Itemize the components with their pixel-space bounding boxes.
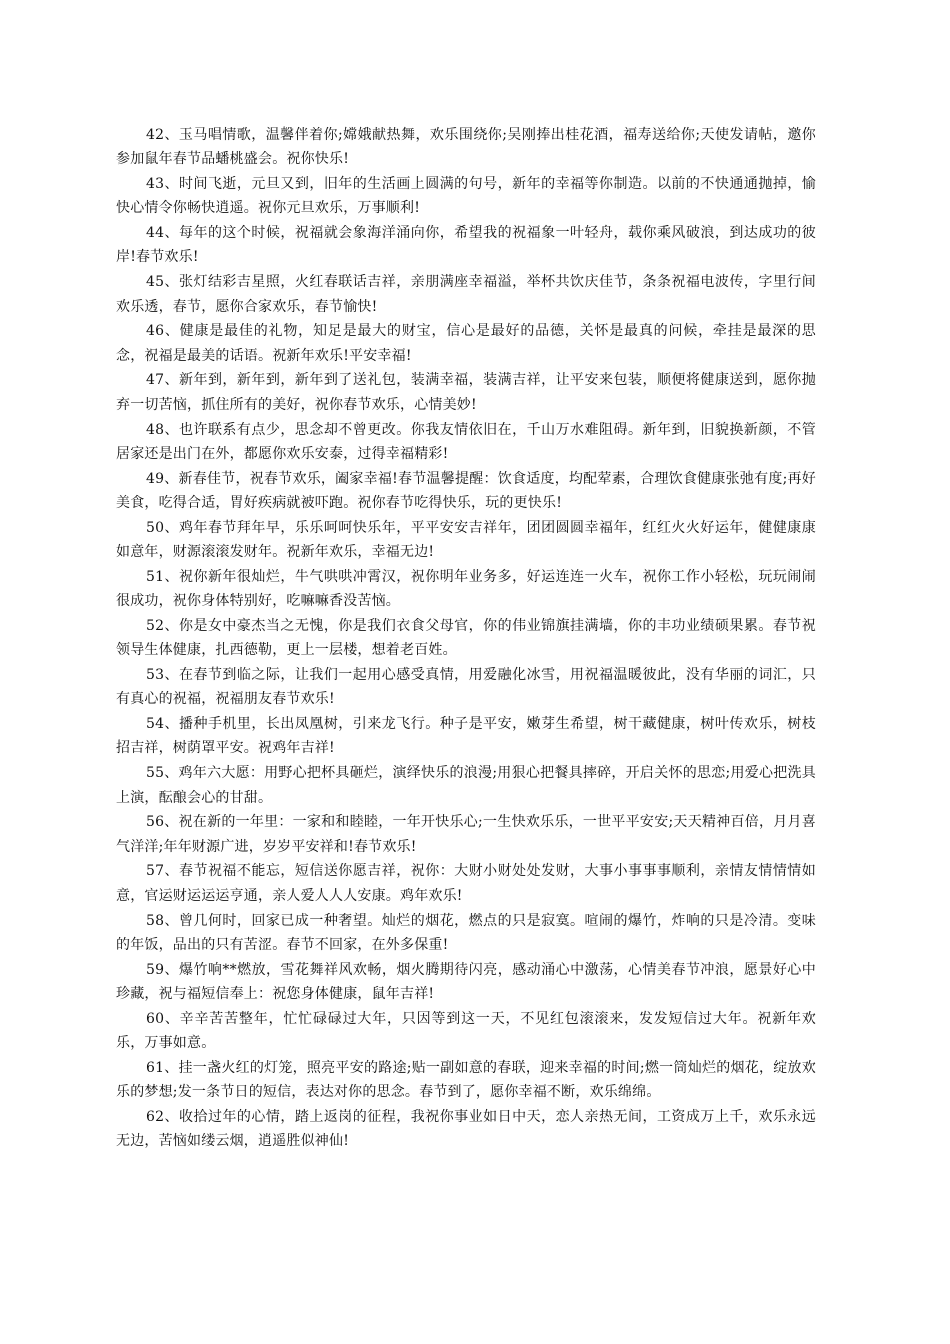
paragraph-60: 60、辛辛苦苦整年，忙忙碌碌过大年，只因等到这一天，不见红包滚滚来，发发短信过大年。祝新年欢乐，万事如意。 [116,1010,816,1051]
paragraph-50: 50、鸡年春节拜年早，乐乐呵呵快乐年，平平安安吉祥年，团团圆圆幸福年，红红火火好运年，健健康康如意年，财源滚滚发财年。祝新年欢乐，幸福无边! [116,519,816,561]
paragraph-53: 53、在春节到临之际，让我们一起用心感受真情，用爱融化冰雪，用祝福温暖彼此，没有华丽的词汇，只有真心的祝福，祝福朋友春节欢乐! [116,667,816,708]
paragraph-42: 42、玉马唱情歌，温馨伴着你;嫦娥献热舞，欢乐围绕你;吴刚捧出桂花酒，福寿送给你;天使发请帖，邀你参加鼠年春节品蟠桃盛会。祝你快乐! [116,127,816,168]
paragraph-49: 49、新春佳节，祝春节欢乐，阖家幸福!春节温馨提醒：饮食适度，均配荤素，合理饮食健康张弛有度;再好美食，吃得合适，胃好疾病就被吓跑。祝你春节吃得快乐，玩的更快乐! [116,470,816,511]
paragraph-44: 44、每年的这个时候，祝福就会象海洋涌向你，希望我的祝福象一叶轻舟，载你乘风破浪，到达成功的彼岸!春节欢乐! [116,225,816,266]
paragraph-46: 46、健康是最佳的礼物，知足是最大的财宝，信心是最好的品德，关怀是最真的问候，牵挂是最深的思念，祝福是最美的话语。祝新年欢乐!平安幸福! [116,323,816,364]
paragraph-45: 45、张灯结彩吉星照，火红春联话吉祥，亲朋满座幸福溢，举杯共饮庆佳节，条条祝福电波传，字里行间欢乐透，春节，愿你合家欢乐，春节愉快! [116,274,816,315]
paragraph-43: 43、时间飞逝，元旦又到，旧年的生活画上圆满的句号，新年的幸福等你制造。以前的不快通通抛掉，愉快心情令你畅快逍遥。祝你元旦欢乐，万事顺利! [116,176,816,217]
paragraph-55: 55、鸡年六大愿：用野心把杯具砸烂，演绎快乐的浪漫;用狠心把餐具摔碎，开启关怀的思恋;用爱心把洗具上演，酝酿会心的甘甜。 [116,765,816,806]
paragraph-62: 62、收拾过年的心情，踏上返岗的征程，我祝你事业如日中天，恋人亲热无间，工资成万上千，欢乐永远无边，苦恼如缕云烟，逍遥胜似神仙! [116,1108,816,1150]
paragraph-61: 61、挂一盏火红的灯笼，照亮平安的路途;贴一副如意的春联，迎来幸福的时间;燃一筒灿烂的烟花，绽放欢乐的梦想;发一条节日的短信，表达对你的思念。春节到了，愿你幸福不断，欢乐绵绵。 [116,1059,816,1101]
paragraph-59: 59、爆竹响**燃放，雪花舞祥风欢畅，烟火腾期待闪亮，感动涌心中激荡，心情美春节冲浪，愿景好心中珍藏，祝与福短信奉上：祝您身体健康，鼠年吉祥! [116,961,816,1002]
document-page [116,123,816,1154]
paragraph-51: 51、祝你新年很灿烂，牛气哄哄冲霄汉，祝你明年业务多，好运连连一火车，祝你工作小轻松，玩玩闹闹很成功，祝你身体特别好，吃嘛嘛香没苦恼。 [116,568,816,610]
paragraph-52: 52、你是女中豪杰当之无愧，你是我们衣食父母官，你的伟业锦旗挂满墙，你的丰功业绩硕果累。春节祝领导生体健康，扎西德勒，更上一层楼，想着老百姓。 [116,617,816,659]
paragraph-48: 48、也许联系有点少，思念却不曾更改。你我友情依旧在，千山万水难阻碍。新年到，旧貌换新颜，不管居家还是出门在外，都愿你欢乐安泰，过得幸福精彩! [116,421,816,462]
paragraph-58: 58、曾几何时，回家已成一种奢望。灿烂的烟花，燃点的只是寂寞。喧闹的爆竹，炸响的只是冷清。变味的年饭，品出的只有苦涩。春节不回家，在外多保重! [116,912,816,953]
paragraph-47: 47、新年到，新年到，新年到了送礼包，装满幸福，装满吉祥，让平安来包装，顺便将健康送到，愿你抛弃一切苦恼，抓住所有的美好，祝你春节欢乐，心情美妙! [116,372,816,413]
paragraph-56: 56、祝在新的一年里：一家和和睦睦，一年开快乐心;一生快欢乐乐，一世平平安安;天天精神百倍，月月喜气洋洋;年年财源广进，岁岁平安祥和!春节欢乐! [116,814,816,855]
paragraph-57: 57、春节祝福不能忘，短信送你愿吉祥，祝你：大财小财处处发财，大事小事事事顺利，亲情友情情情如意，官运财运运运亨通，亲人爱人人人安康。鸡年欢乐! [116,863,816,904]
paragraph-54: 54、播种手机里，长出凤凰树，引来龙飞行。种子是平安，嫩芽生希望，树干藏健康，树叶传欢乐，树枝招吉祥，树荫罩平安。祝鸡年吉祥! [116,716,816,757]
